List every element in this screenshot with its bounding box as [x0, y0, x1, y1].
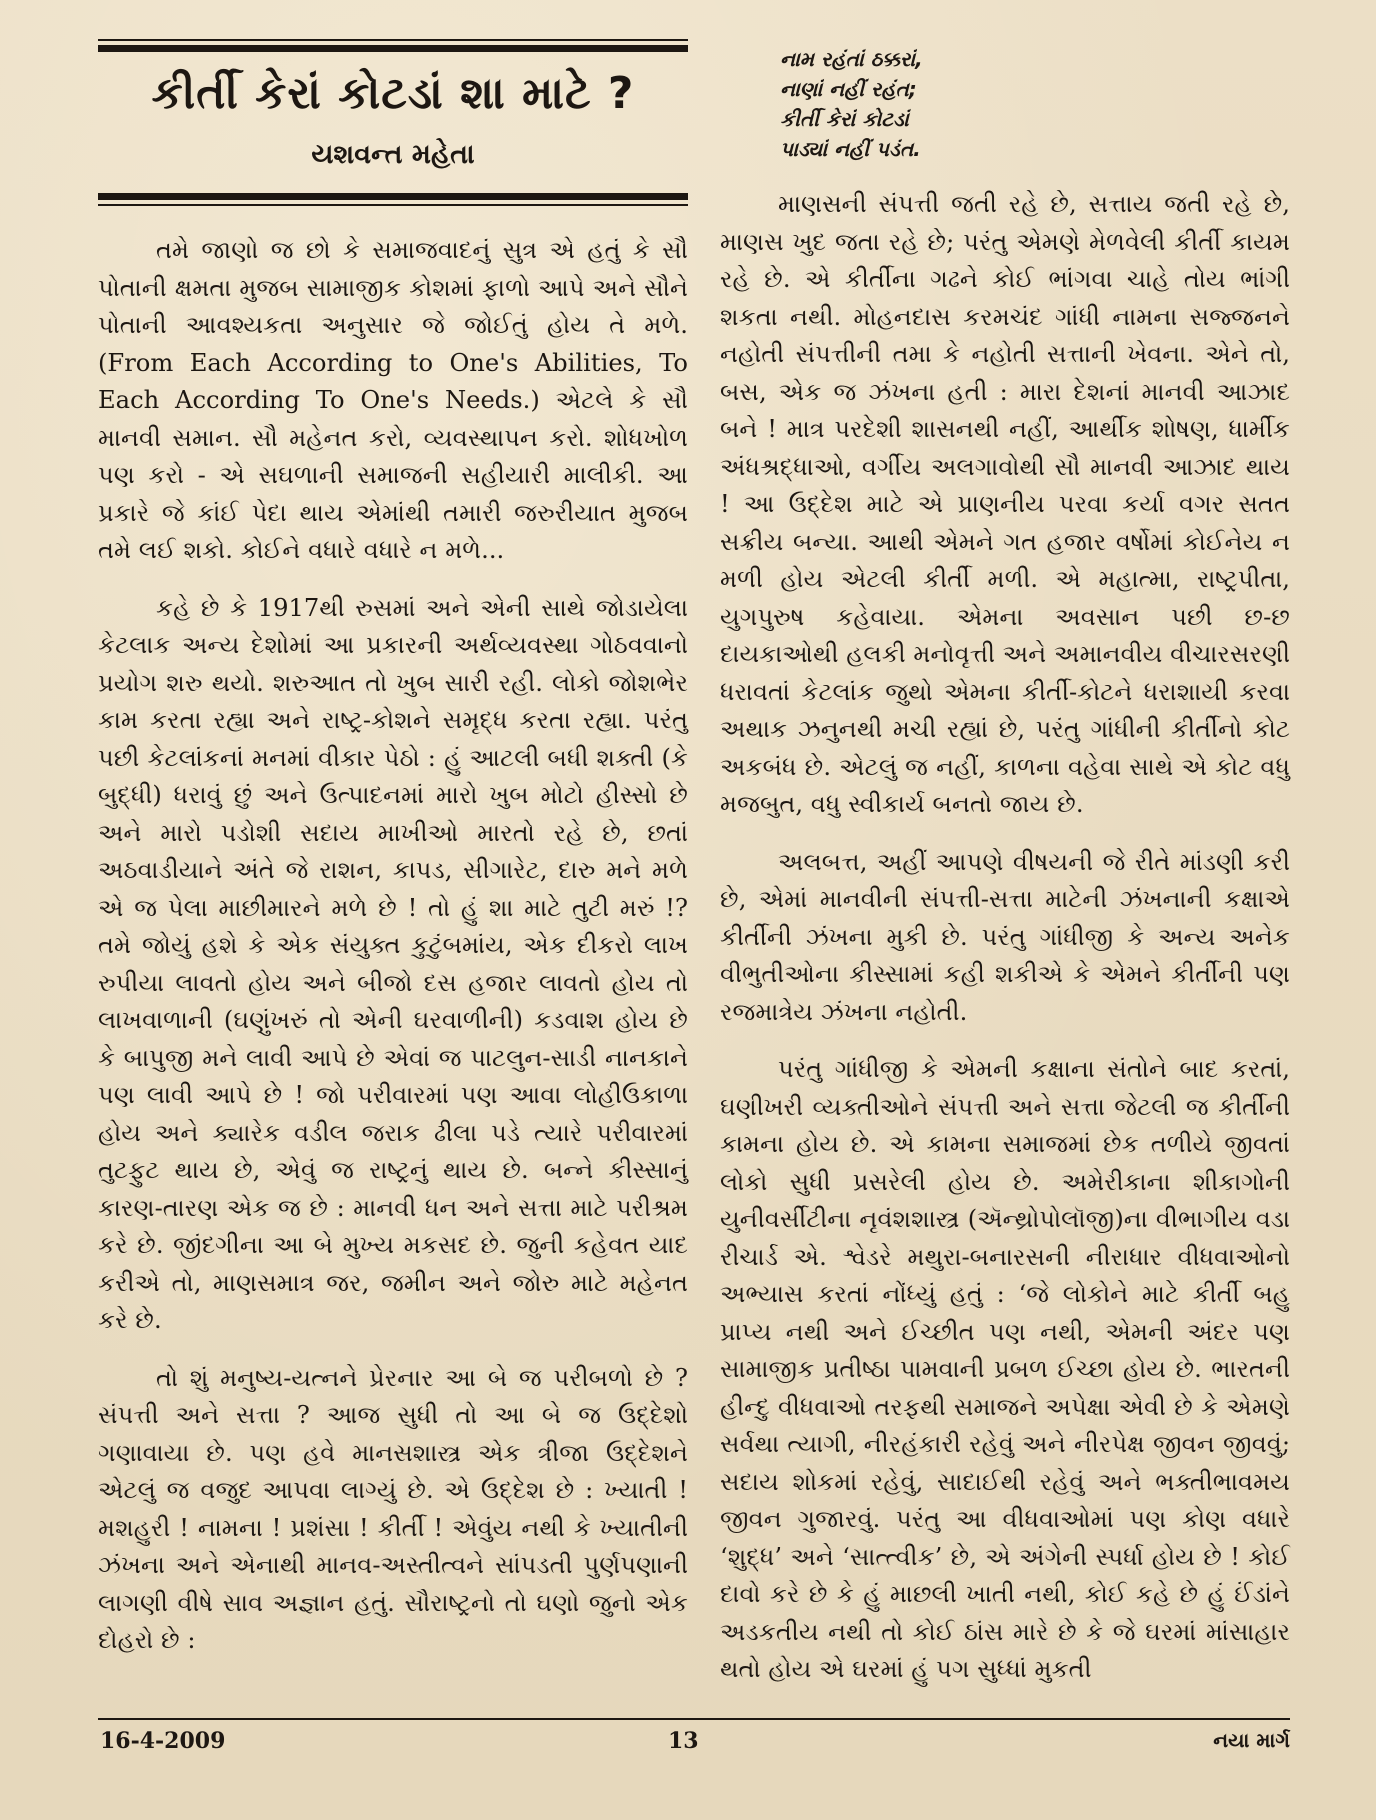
paragraph: તમે જાણો જ છો કે સમાજવાદનું સુત્ર એ હતું કે સૌ પોતાની ક્ષમતા મુજબ સામાજીક કોશમાં ફાળો આપે અને સૌને પોતાની આવશ્યકતા અનુસાર જે જોઈતું હોય તે મળે. (From Each According to One's Abilities, To Each According To One's Needs.) એટલે કે સૌ માનવી સમાન. સૌ મહેનત કરો, વ્યવસ્થાપન કરો. શોધખોળ પણ કરો - એ સઘળાની સમાજની સહીયારી માલીકી. આ પ્રકારે જે કાંઈ પેદા થાય એમાંથી તમારી જરુરીયાત મુજબ તમે લઈ શકો. કોઈને વધારે વધારે ન મળે... [98, 236, 688, 564]
paragraph: પરંતુ ગાંધીજી કે એમની કક્ષાના સંતોને બાદ કરતાં, ઘણીખરી વ્યક્તીઓને સંપત્તી અને સત્તા જેટલી જ કીર્તીની કામના હોય છે. એ કામના સમાજમાં છેક તળીયે જીવતાં લોકો સુધી પ્રસરેલી હોય છે. અમેરીકાના શીકાગોની યુનીવર્સીટીના નૃવંશશાસ્ત્ર (ઍન્થ્રોપોલૉજી)ના વીભાગીય વડા રીચાર્ડ એ. શ્વેડરે મથુરા-બનારસની નીરાધાર વીધવાઓનો અભ્યાસ કરતાં નોંધ્યું હતું : ‘જે લોકોને માટે કીર્તી બહુ પ્રાપ્ય નથી અને ઈચ્છીત પણ નથી, એમની અંદર પણ સામાજીક પ્રતીષ્ઠા પામવાની પ્રબળ ઈચ્છા હોય છે. ભારતની હીન્દુ વીધવાઓ તરફથી સમાજને અપેક્ષા એવી છે કે એમણે સર્વથા ત્યાગી, નીરહંકારી રહેવું અને નીરપેક્ષ જીવન જીવવું; સદાય શોકમાં રહેવું, સાદાઈથી રહેવું અને ભક્તીભાવમય જીવન ગુજારવું. પરંતુ આ વીધવાઓમાં પણ કોણ વધારે ‘શુદ્ધ’ અને ‘સાત્ત્વીક’ છે, એ અંગેની સ્પર્ધા હોય છે ! કોઈ દાવો કરે છે કે હું માછલી ખાતી નથી, કોઈ કહે છે હું ઈંડાંને અડકતીય નથી તો કોઈ ઠાંસ મારે છે કે જે ઘરમાં માંસાહાર થતો હોય એ ઘરમાં હું પગ સુધ્ધાં મુકતી [720, 1055, 1290, 1683]
page-number: 13 [668, 1728, 699, 1754]
paragraph: કહે છે કે 1917થી રુસમાં અને એની સાથે જોડાયેલા કેટલાક અન્ય દેશોમાં આ પ્રકારની અર્થવ્યવસ્થા ગોઠવવાનો પ્રયોગ શરુ થયો. શરુઆત તો ખુબ સારી રહી. લોકો જોશભેર કામ કરતા રહ્યા અને રાષ્ટ્ર-કોશને સમૃદ્ધ કરતા રહ્યા. પરંતુ પછી કેટલાંકનાં મનમાં વીકાર પેઠો : હું આટલી બધી શક્તી (કે બુદ્ધી) ધરાવું છું અને ઉત્પાદનમાં મારો ખુબ મોટો હીસ્સો છે અને મારો પડોશી સદાય માખીઓ મારતો રહે છે, છતાં અઠવાડીયાને અંતે જે રાશન, કાપડ, સીગારેટ, દારુ મને મળે એ જ પેલા માછીમારને મળે છે ! તો હું શા માટે તુટી મરું !? તમે જોયું હશે કે એક સંયુક્ત કુટુંબમાંય, એક દીકરો લાખ રુપીયા લાવતો હોય અને બીજો દસ હજાર લાવતો હોય તો લાખવાળાની (ઘણુંખરું તો એની ઘરવાળીની) કડવાશ હોય છે કે બાપુજી મને લાવી આપે છે એવાં જ પાટલુન-સાડી નાનકાને પણ લાવી આપે છે ! જો પરીવારમાં પણ આવા લોહીઉકાળા હોય અને ક્યારેક વડીલ જરાક ઢીલા પડે ત્યારે પરીવારમાં તુટફુટ થાય છે, એવું જ રાષ્ટ્રનું થાય છે. બન્ને કીસ્સાનું કારણ-તારણ એક જ છે : માનવી ધન અને સત્તા માટે પરીશ્રમ કરે છે. જીંદગીના આ બે મુખ્ય મકસદ છે. જુની કહેવત યાદ કરીએ તો, માણસમાત્ર જર, જમીન અને જોરુ માટે મહેનત કરે છે. [98, 593, 688, 1334]
header-rule-thin [98, 204, 688, 206]
paragraph: તો શું મનુષ્ય-યત્નને પ્રેરનાર આ બે જ પરીબળો છે ? સંપત્તી અને સત્તા ? આજ સુધી તો આ બે જ ઉદ્દેશો ગણાવાયા છે. પણ હવે માનસશાસ્ત્ર એક ત્રીજા ઉદ્દેશને એટલું જ વજુદ આપવા લાગ્યું છે. એ ઉદ્દેશ છે : ખ્યાતી ! મશહુરી ! નામના ! પ્રશંસા ! કીર્તી ! એવુંય નથી કે ખ્યાતીની ઝંખના અને એનાથી માનવ-અસ્તીત્વને સાંપડતી પુર્ણપણાની લાગણી વીષે સાવ અજ્ઞાન હતું. સૌરાષ્ટ્રનો તો ઘણો જુનો એક દોહરો છે : [98, 1363, 688, 1654]
couplet-line: નામ રહંતાં ઠક્કરાં, [780, 47, 923, 71]
paragraph: માણસની સંપત્તી જતી રહે છે, સત્તાય જતી રહે છે, માણસ ખુદ જતા રહે છે; પરંતુ એમણે મેળવેલી કીર્તી કાયમ રહે છે. એ કીર્તીના ગઢને કોઈ ભાંગવા ચાહે તોય ભાંગી શકતા નથી. મોહનદાસ કરમચંદ ગાંધી નામના સજ્જનને નહોતી સંપત્તીની તમા કે નહોતી સત્તાની ખેવના. એને તો, બસ, એક જ ઝંખના હતી : મારા દેશનાં માનવી આઝાદ બને ! માત્ર પરદેશી શાસનથી નહીં, આર્થીક શોષણ, ધાર્મીક અંધશ્રદ્ધાઓ, વર્ગીય અલગાવોથી સૌ માનવી આઝાદ થાય ! આ ઉદ્દેશ માટે એ પ્રાણનીય પરવા કર્યા વગર સતત સક્રીય બન્યા. આથી એમને ગત હજાર વર્ષોમાં કોઈનેય ન મળી હોય એટલી કીર્તી મળી. એ મહાત્મા, રાષ્ટ્રપીતા, યુગપુરુષ કહેવાયા. એમના અવસાન પછી છ-છ દાયકાઓથી હલકી મનોવૃત્તી અને અમાનવીય વીચારસરણી ધરાવતાં કેટલાંક જુથો એમના કીર્તી-કોટને ધરાશાયી કરવા અથાક ઝનુનથી મચી રહ્યાં છે, પરંતુ ગાંધીની કીર્તીનો કોટ અકબંધ છે. એટલું જ નહીં, કાળના વહેવા સાથે એ કોટ વધુ મજબુત, વધુ સ્વીકાર્ય બનતો જાય છે. [720, 190, 1290, 818]
article-author: યશવન્ત મહેતા [311, 139, 475, 170]
magazine-name: નયા માર્ગ [1213, 1728, 1290, 1752]
article-title: કીર્તી કેરાં કોટડાં શા માટે ? [151, 68, 635, 119]
header-rule-thick [98, 193, 688, 200]
couplet [780, 44, 1290, 164]
right-column [720, 36, 1290, 1709]
top-rule-thin [98, 39, 688, 41]
left-column [98, 36, 688, 1680]
couplet-line: કીર્તી કેરાં કોટડાં [780, 107, 909, 131]
couplet-line: પાડ્યાં નહીં પડંત. [780, 137, 921, 161]
footer-rule [98, 1718, 1290, 1720]
top-rule-thick [98, 45, 688, 52]
paragraph: અલબત્ત, અહીં આપણે વીષયની જે રીતે માંડણી કરી છે, એમાં માનવીની સંપત્તી-સત્તા માટેની ઝંખનાની કક્ષાએ કીર્તીની ઝંખના મુકી છે. પરંતુ ગાંધીજી કે અન્ય અનેક વીભુતીઓના કીસ્સામાં કહી શકીએ કે એમને કીર્તીની પણ રજમાત્રેય ઝંખના નહોતી. [720, 847, 1290, 1026]
footer-date: 16-4-2009 [100, 1728, 226, 1754]
couplet-line: નાણાં નહીં રહંત; [780, 77, 917, 101]
